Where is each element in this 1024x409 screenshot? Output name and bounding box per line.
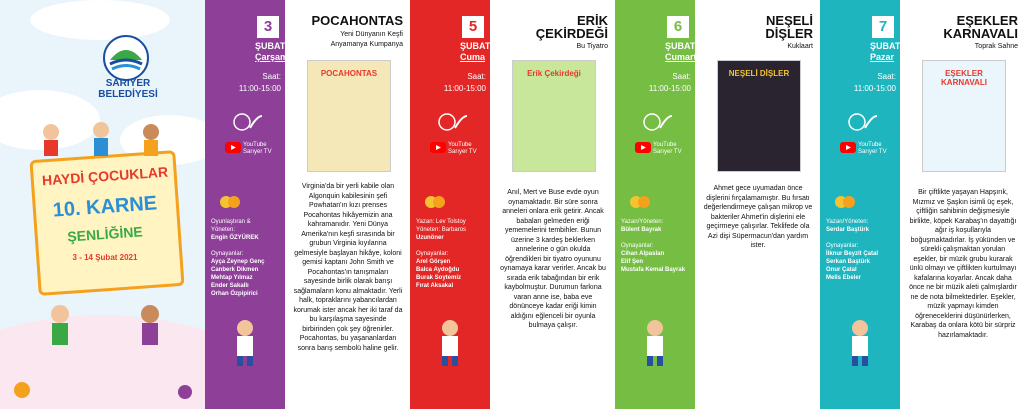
youtube-label bbox=[858, 142, 887, 156]
sariyer-tv-logo bbox=[438, 112, 468, 132]
youtube-line1: YouTube bbox=[858, 142, 882, 148]
credit-role: Yazan/Yöneten: bbox=[826, 219, 869, 225]
credit-name: Engin ÖZYÜREK bbox=[211, 235, 259, 241]
show-poster bbox=[922, 60, 1006, 172]
cast-member: Burak Soytemiz bbox=[416, 275, 462, 281]
cast-member: Mustafa Kemal Bayrak bbox=[621, 267, 686, 273]
weekday-label: Cumartesi bbox=[665, 52, 710, 62]
cast-member: Melis Ebeler bbox=[826, 275, 862, 281]
youtube-line1: YouTube bbox=[653, 142, 677, 148]
youtube-line2: Sarıyer TV bbox=[448, 149, 477, 155]
weekday-label: Pazar bbox=[870, 52, 895, 62]
poster-title: Erik Çekirdeği bbox=[527, 69, 581, 78]
sariyer-tv-logo bbox=[848, 112, 878, 132]
credit-name: Uzunöner bbox=[416, 235, 444, 241]
cast-member: Orhan Özpipirici bbox=[211, 291, 258, 297]
company-name: Toprak Sahne bbox=[974, 43, 1018, 50]
sign-line2: 10. KARNE bbox=[52, 192, 158, 222]
time-label: Saat: bbox=[672, 72, 691, 81]
show-title-line1: ERİK bbox=[576, 13, 608, 28]
show-description: Bir çiftlikte yaşayan Hapşırık, Mızmız ve Şaşkın isimli üç eşek, çiftliğin sahibinin değişmesiyle birlikte, köpek Karabaş'ın dayattığı ağır iş koşullarıyla boğuşmaktadırlar. İş yükünden ve sürekli çalışmaktan yorulan eşekler, bir müzik grubu kurarak ünlü olmayı ve çiftlikten kurtulmayı kafalarına koyarlar. Ancak daha önce ne bir müzik aleti çalmışlardır ne de nota bilmektedirler. Eşekler, müzik yapmayı kimden öğreneceklerini düşünürlerken, Karabaş da onlara kötü bir sürpriz hazırlamaktadır. bbox=[909, 189, 1017, 339]
credits-block bbox=[211, 218, 283, 298]
credits-block bbox=[416, 218, 488, 290]
show-description: Ahmet gece uyumadan önce dişlerini fırçalamamıştır. Bu fırsatı değerlendirmeye çalışan mikrop ve bakteriler Ahmet'in dişlerini ele geçirmeye çalışırlar. Teklifede ola Azi dişi Süpermacun'dan yardım ister. bbox=[703, 185, 813, 249]
month-label: ŞUBAT bbox=[255, 41, 286, 51]
cast-member: Elif Şen bbox=[621, 259, 644, 265]
youtube-icon bbox=[430, 142, 446, 153]
municipality-name bbox=[80, 78, 176, 100]
show-title-line2: ÇEKİRDEĞİ bbox=[535, 26, 608, 41]
day-number: 5 bbox=[462, 16, 484, 38]
credit-role: Oyunlaştıran & bbox=[211, 219, 251, 225]
month-label: ŞUBAT bbox=[460, 41, 491, 51]
company-name: Kuklaart bbox=[787, 43, 813, 50]
cast-member: Arel Görşen bbox=[416, 259, 451, 265]
time-label: Saat: bbox=[467, 72, 486, 81]
time-value: 11:00-15:00 bbox=[648, 84, 691, 93]
theater-masks-icon bbox=[629, 195, 651, 209]
child-illustration bbox=[840, 318, 880, 368]
show-column bbox=[615, 0, 820, 409]
sign-line1: HAYDİ ÇOCUKLAR bbox=[41, 163, 169, 189]
poster-title: POCAHONTAS bbox=[320, 69, 378, 78]
show-title-line2: KARNAVALI bbox=[943, 26, 1018, 41]
youtube-line2: Sarıyer TV bbox=[858, 149, 887, 155]
credit-role-2: Yöneten: bbox=[211, 227, 236, 233]
time-label: Saat: bbox=[262, 72, 281, 81]
day-number: 6 bbox=[667, 16, 689, 38]
cast-label: Oynayanlar: bbox=[621, 243, 654, 249]
show-poster bbox=[717, 60, 801, 172]
time-label: Saat: bbox=[877, 72, 896, 81]
cast-label: Oynayanlar: bbox=[416, 251, 449, 257]
month-label: ŞUBAT bbox=[870, 41, 901, 51]
child-illustration bbox=[225, 318, 265, 368]
theater-masks-icon bbox=[834, 195, 856, 209]
credit-role-2: Yöneten: Barbaros bbox=[416, 227, 467, 233]
youtube-line1: YouTube bbox=[243, 142, 267, 148]
theater-masks-icon bbox=[219, 195, 241, 209]
company-name: Anyamanya Kumpanya bbox=[330, 41, 403, 48]
youtube-label bbox=[243, 142, 272, 156]
youtube-line2: Sarıyer TV bbox=[653, 149, 682, 155]
cast-member: İlknur Beyzit Çatal bbox=[826, 251, 879, 257]
cast-member: Mehtap Yılmaz bbox=[211, 275, 253, 281]
show-title bbox=[906, 14, 1018, 40]
show-description: Virginia'da bir yerli kabile olan Algonquin kabilesinin şefi Powhatan'ın kızı prenses Pocahontas hikâyemizin ana kahramanıdır. Yeni Dünya Amerika'nın keşfi sırasında bir grubun Virginia kıyılarına gelmesiyle başlayan hikâye, koloni gemisi kaptanı John Smith ve Pocahontas'ın tanışmaları sayesinde birlik olarak barışı sağlamaların konu almaktadır. Yerli halk, topraklarını yabancılardan korumak ister ancak her iki taraf da bu karşılaşma sayesinde birbirinden çok şey öğrenirler. Pocahontas, bu yaşananlardan sonra barış sembolü haline gelir. bbox=[293, 183, 403, 352]
time-value: 11:00-15:00 bbox=[238, 84, 281, 93]
show-title-line1: NEŞELİ bbox=[766, 13, 813, 28]
credits-block bbox=[621, 218, 693, 274]
festival-cover-panel bbox=[0, 0, 205, 409]
show-column bbox=[205, 0, 410, 409]
credit-name: Bülent Bayrak bbox=[621, 227, 662, 233]
cast-member: Serkan Baştürk bbox=[826, 259, 871, 265]
cast-label: Oynayanlar: bbox=[826, 243, 859, 249]
cast-member: Cihan Alpaslan bbox=[621, 251, 665, 257]
day-number: 3 bbox=[257, 16, 279, 38]
credit-name: Serdar Baştürk bbox=[826, 227, 870, 233]
show-description: Anıl, Mert ve Buse evde oyun oynamaktadır. Bir süre sonra anneleri onlara erik getirir. Ancak babaları gelmeden eriği yememelerini tembihler. Bunun üzerine 3 kardeş beklerken annelerine o gün okulda öğrendikleri bir tiyatro oyununu oynamaya karar verirler. Ancak bu sırada erik tabağından bir erik kaybolmuştur. Durumun farkına varan anne ise, baba eve dönünceye kadar eriği kimin aldığını eğlenceli bir oyunla bulmaya çalışır. bbox=[500, 189, 606, 329]
youtube-label bbox=[448, 142, 477, 156]
poster-title: EŞEKLER KARNAVALI bbox=[941, 69, 987, 87]
child-illustration bbox=[430, 318, 470, 368]
cast-label: Oynayanlar: bbox=[211, 251, 244, 257]
youtube-icon bbox=[225, 142, 241, 153]
children-illustration-bottom bbox=[40, 300, 170, 350]
youtube-icon bbox=[840, 142, 856, 153]
show-poster bbox=[512, 60, 596, 172]
cast-member: Canberk Dikmen bbox=[211, 267, 259, 273]
weekday-label: Cuma bbox=[460, 52, 486, 62]
show-subtitle: Yeni Dünyanın Keşfi bbox=[340, 31, 403, 38]
youtube-line2: Sarıyer TV bbox=[243, 149, 272, 155]
sign-line3: ŞENLİĞİNE bbox=[66, 223, 144, 245]
youtube-label bbox=[653, 142, 682, 156]
time-value: 11:00-15:00 bbox=[443, 84, 486, 93]
sariyer-tv-logo bbox=[643, 112, 673, 132]
credit-role: Yazan/Yöneten: bbox=[621, 219, 664, 225]
children-illustration bbox=[36, 120, 166, 160]
show-title-line2: DİŞLER bbox=[765, 26, 813, 41]
month-label: ŞUBAT bbox=[665, 41, 696, 51]
cast-member: Ayça Zeynep Genç bbox=[211, 259, 265, 265]
show-title bbox=[496, 14, 608, 40]
show-column bbox=[820, 0, 1024, 409]
day-number: 7 bbox=[872, 16, 894, 38]
cast-member: Balca Aydoğdu bbox=[416, 267, 460, 273]
credits-block bbox=[826, 218, 898, 282]
credit-role: Yazan: Lev Tolstoy bbox=[416, 219, 466, 225]
youtube-icon bbox=[635, 142, 651, 153]
time-value: 11:00-15:00 bbox=[853, 84, 896, 93]
child-illustration bbox=[635, 318, 675, 368]
cast-member: Onur Çatal bbox=[826, 267, 857, 273]
show-title bbox=[701, 14, 813, 40]
cast-member: Ender Sakallı bbox=[211, 283, 249, 289]
company-name: Bu Tiyatro bbox=[576, 43, 608, 50]
festival-dates: 3 - 14 Şubat 2021 bbox=[72, 253, 138, 262]
youtube-line1: YouTube bbox=[448, 142, 472, 148]
brand-line1: SARIYER bbox=[105, 78, 151, 89]
show-column bbox=[410, 0, 615, 409]
theater-masks-icon bbox=[424, 195, 446, 209]
weekday-label: Çarşamba bbox=[255, 52, 299, 62]
sariyer-tv-logo bbox=[233, 112, 263, 132]
municipality-logo bbox=[102, 34, 150, 82]
poster-title: NEŞELİ DİŞLER bbox=[728, 69, 790, 78]
show-title: POCAHONTAS bbox=[311, 13, 403, 28]
show-poster bbox=[307, 60, 391, 172]
cast-member: Fırat Aksakal bbox=[416, 283, 454, 289]
brand-line2: BELEDİYESİ bbox=[98, 89, 158, 100]
show-title-line1: EŞEKLER bbox=[956, 13, 1018, 28]
